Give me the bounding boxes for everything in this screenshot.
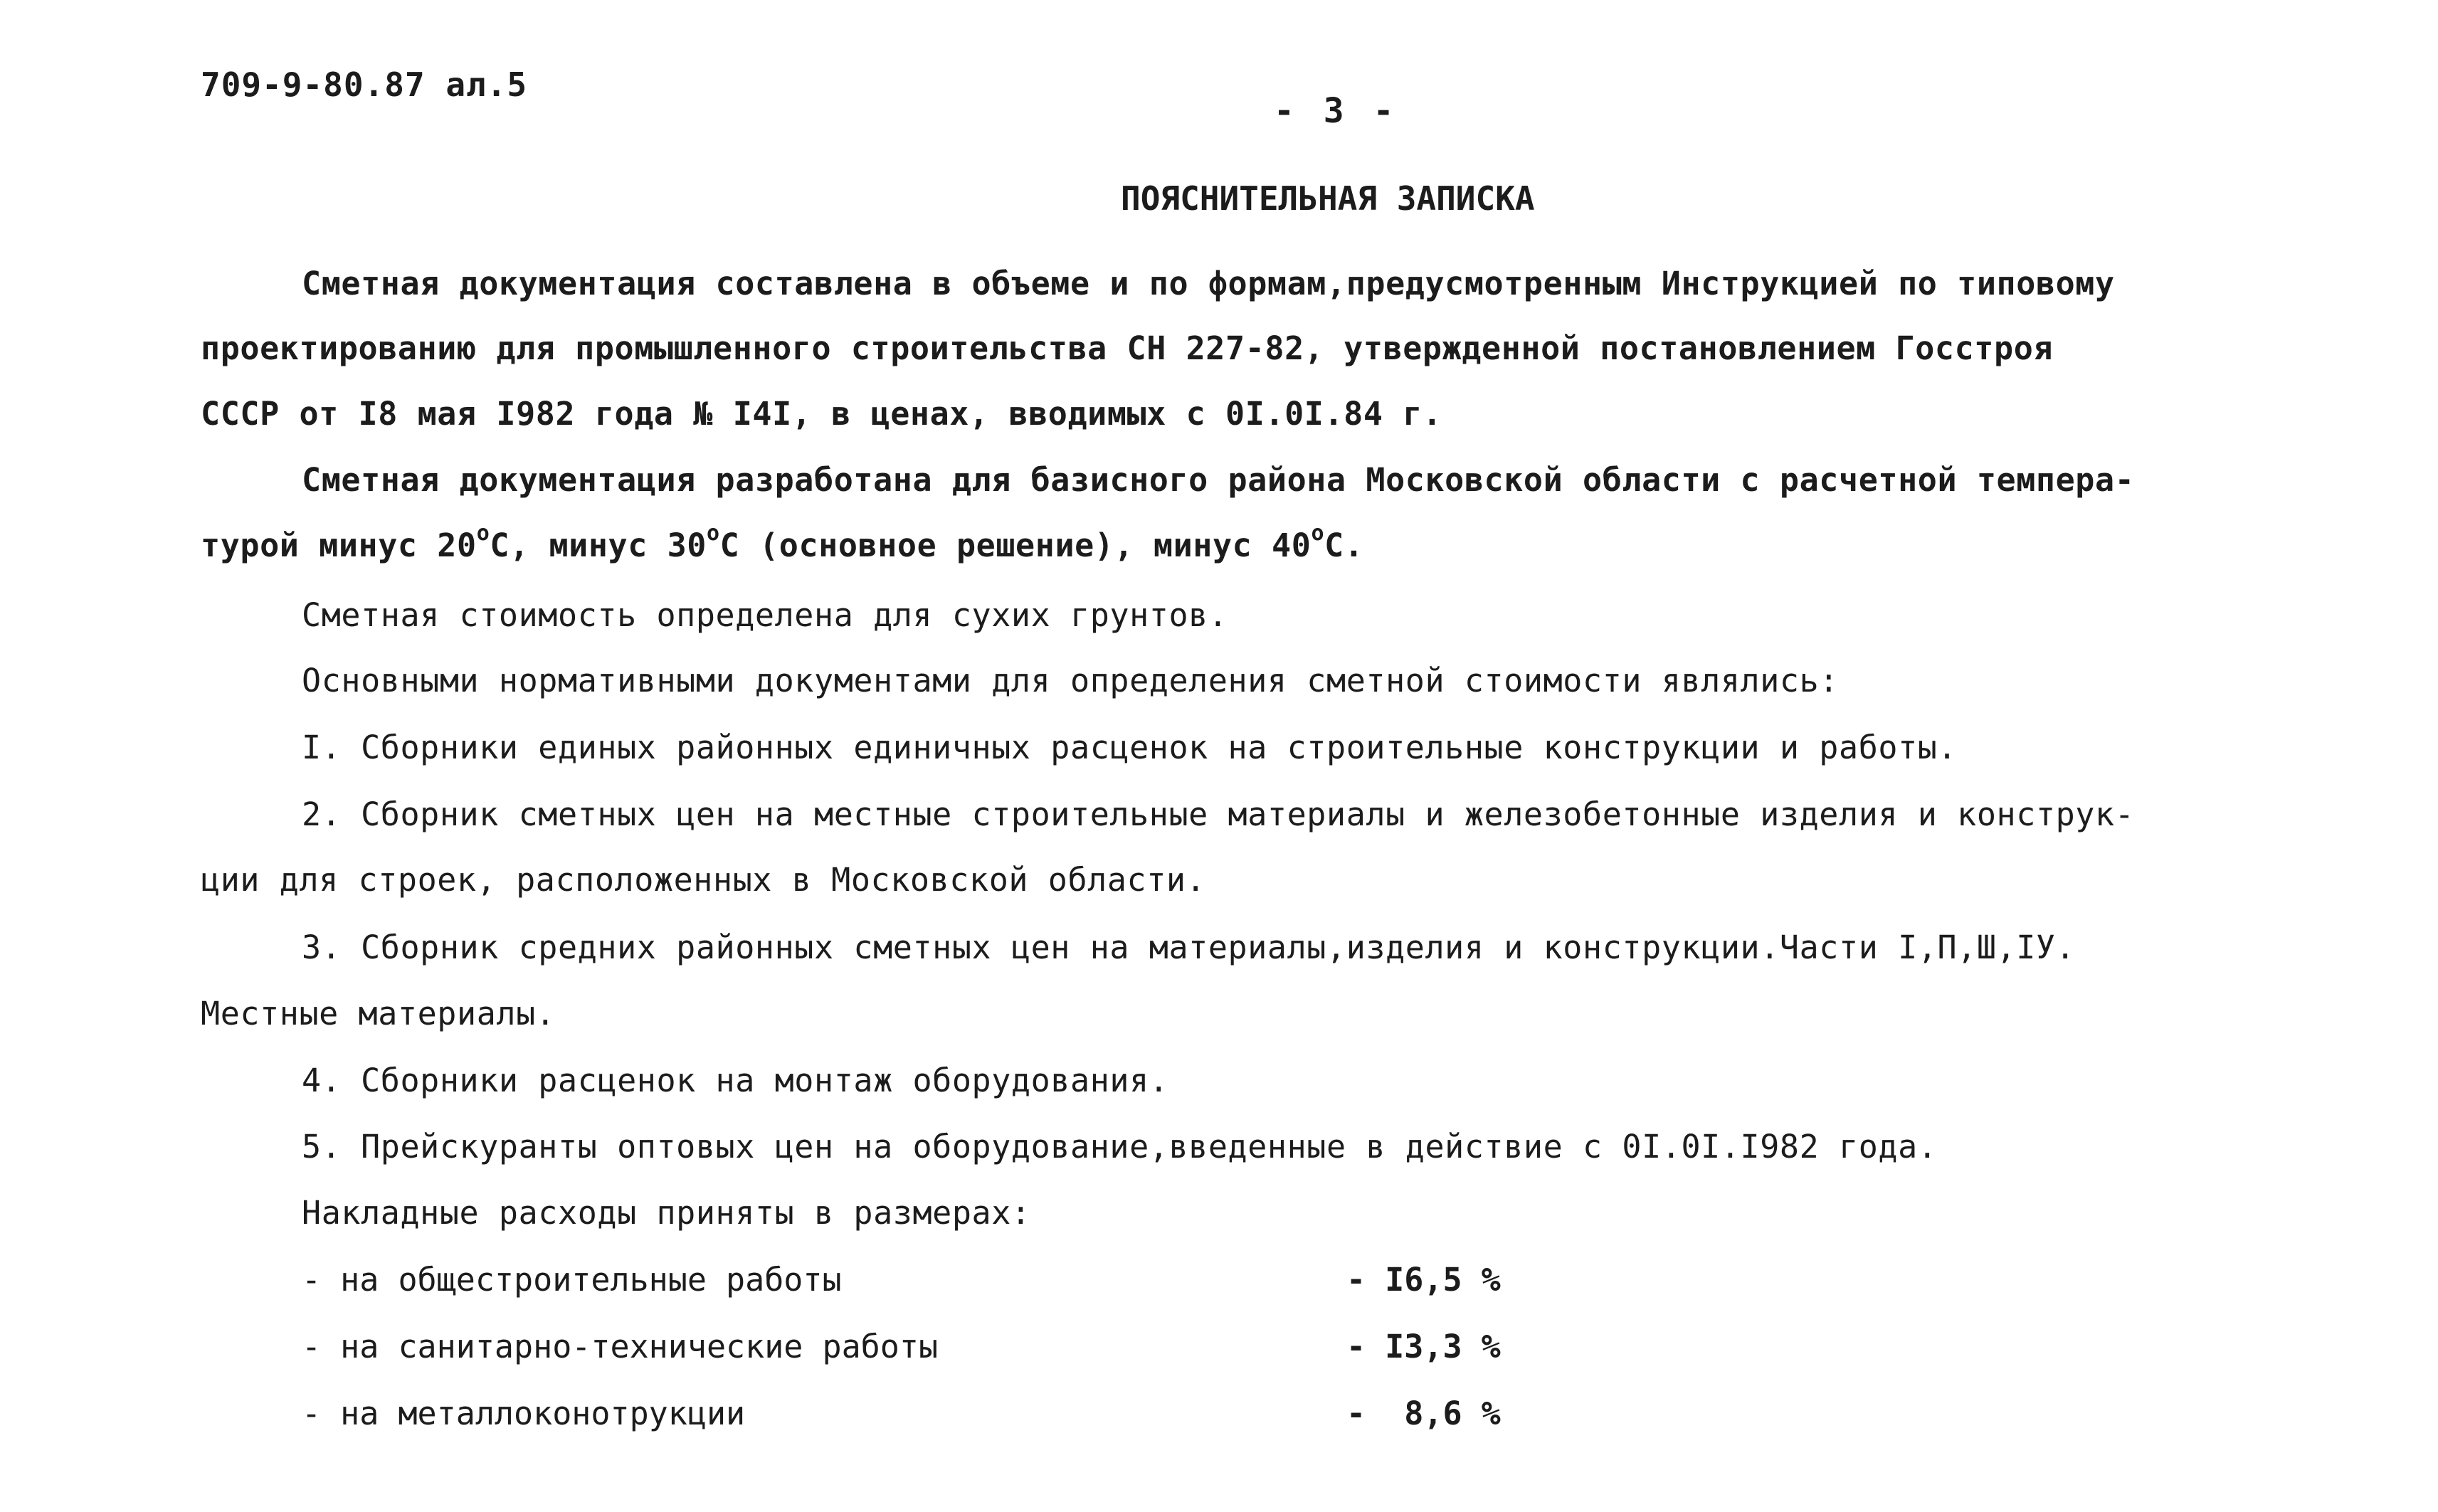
overhead-label-sanitary: - на санитарно-технические работы — [302, 1328, 939, 1365]
paragraph-1-line-1: Сметная документация составлена в объеме и по формам,предусмотренным Инструкцией по типовому — [302, 265, 2115, 302]
degree-sign: o — [476, 521, 490, 546]
paragraph-4: Основными нормативными документами для определения сметной стоимости являлись: — [302, 662, 1839, 699]
paragraph-3: Сметная стоимость определена для сухих грунтов. — [302, 596, 1228, 634]
degree-sign: o — [1311, 521, 1325, 546]
paragraph-1-line-2: проектированию для промышленного строительства СН 227-82, утвержденной постановлением Госстроя — [201, 329, 2054, 367]
list-item-3-line-1: 3. Сборник средних районных сметных цен на материалы,изделия и конструкции.Части I,П,Ш,IУ. — [302, 929, 2076, 966]
list-item-1: I. Сборники единых районных единичных расценок на строительные конструкции и работы. — [302, 729, 1958, 766]
paragraph-1-line-3: СССР от I8 мая I982 года № I4I, в ценах, вводимых с 0I.0I.84 г. — [201, 395, 1442, 433]
overhead-label-general: - на общестроительные работы — [302, 1261, 842, 1299]
paragraph-2-line-1: Сметная документация разработана для базисного района Московской области с расчетной темпера- — [302, 461, 2135, 499]
paragraph-2-line-2: турой минус 20$^o$C, минус 30$^o$C (основное решение), минус 40$^o$C. — [201, 521, 1364, 564]
overhead-value-general: - I6,5 % — [1346, 1261, 1501, 1299]
overhead-label-metal: - на металлоконотрукции — [302, 1395, 746, 1432]
list-item-2-line-1: 2. Сборник сметных цен на местные строительные материалы и железобетонные изделия и конструк- — [302, 795, 2135, 833]
list-item-5: 5. Прейскуранты оптовых цен на оборудование,введенные в действие с 0I.0I.I982 года. — [302, 1128, 1938, 1165]
list-item-2-line-2: ции для строек, расположенных в Московской области. — [201, 861, 1206, 899]
list-item-4: 4. Сборники расценок на монтаж оборудования. — [302, 1062, 1169, 1099]
list-item-3-line-2: Местные материалы. — [201, 995, 556, 1032]
page-title: ПОЯСНИТЕЛЬНАЯ ЗАПИСКА — [1121, 179, 1535, 218]
degree-sign: o — [707, 521, 720, 546]
page-number: - 3 - — [1274, 91, 1398, 131]
overhead-value-sanitary: - I3,3 % — [1346, 1328, 1501, 1365]
document-code: 709-9-80.87 ал.5 — [201, 65, 528, 104]
overhead-value-metal: - 8,6 % — [1346, 1395, 1501, 1432]
overhead-intro: Накладные расходы приняты в размерах: — [302, 1194, 1031, 1232]
